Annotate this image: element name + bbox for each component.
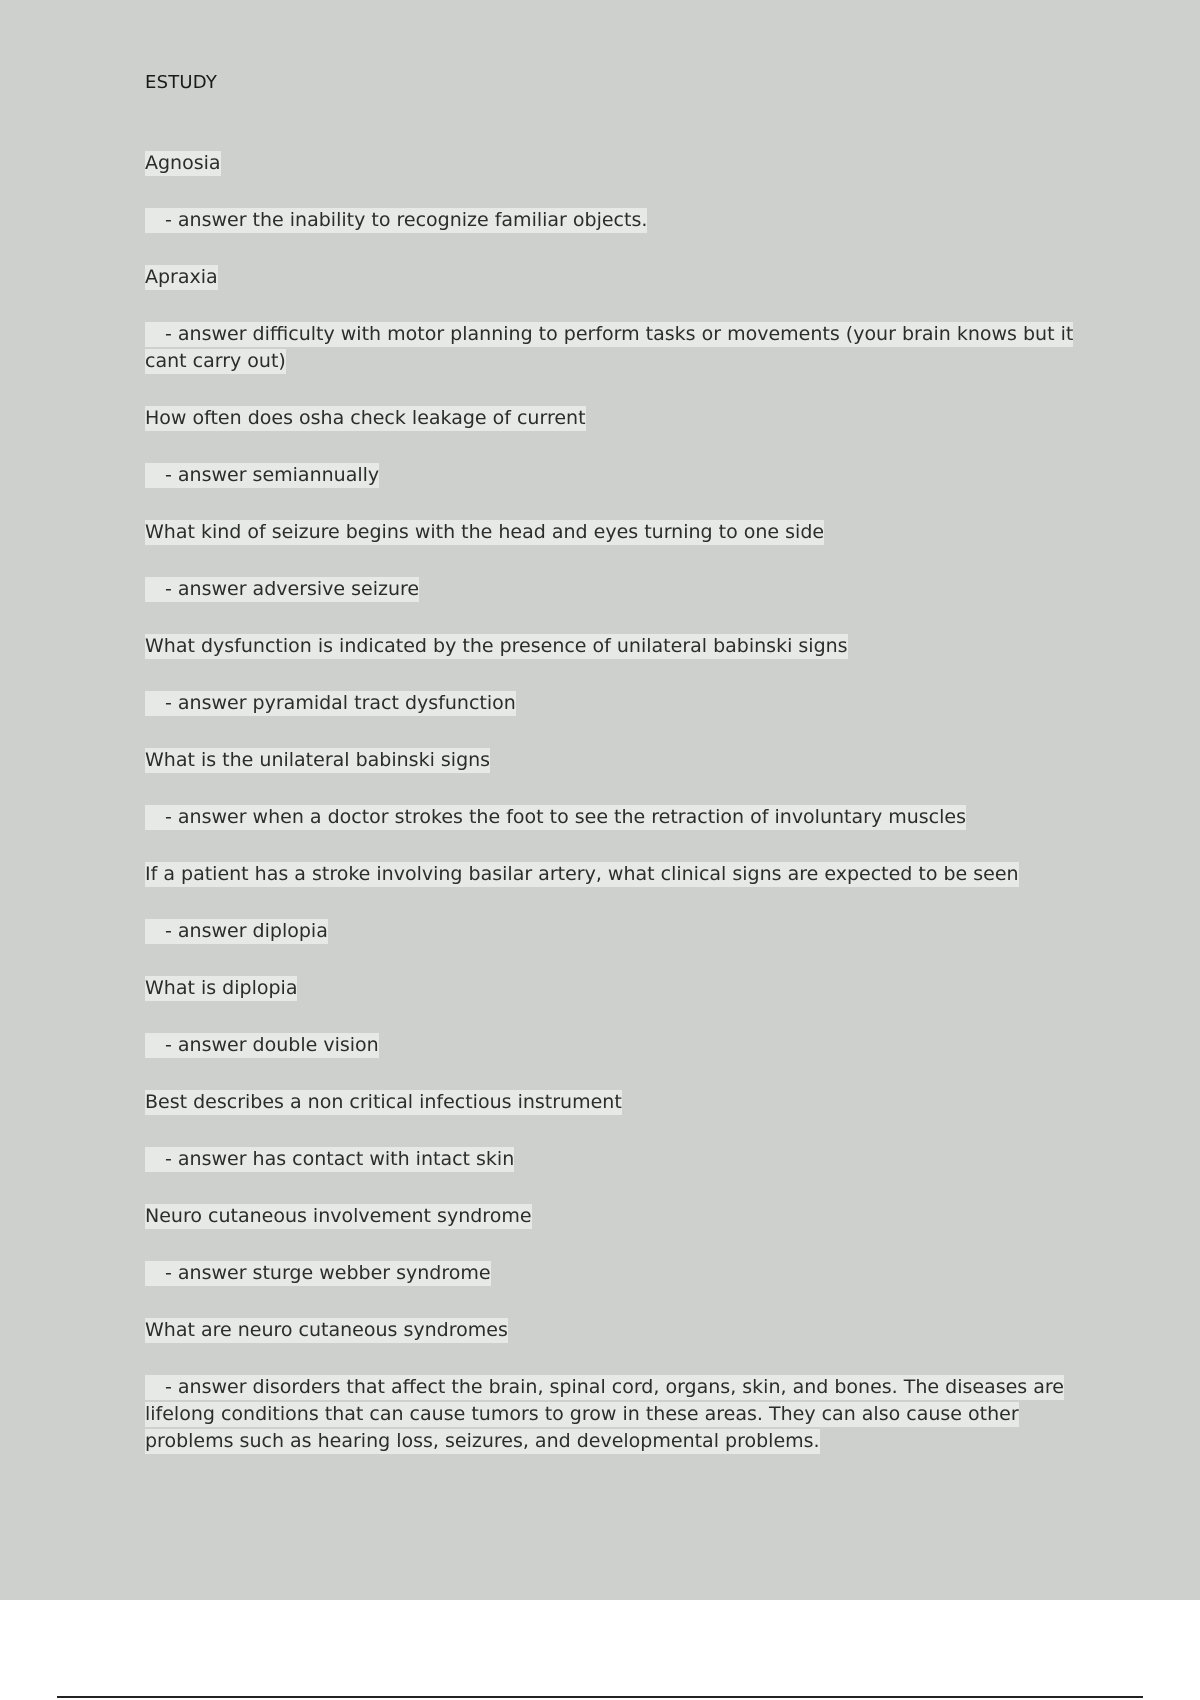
question-text: What is diplopia [145,977,298,999]
question-text: If a patient has a stroke involving basilar artery, what clinical signs are expected to be seen [145,863,1019,885]
question-text: What kind of seizure begins with the head and eyes turning to one side [145,521,825,543]
answer-text: - answer the inability to recognize familiar objects. [145,208,647,233]
footer-rule [57,1696,1143,1698]
answer-text: - answer has contact with intact skin [145,1147,514,1172]
question-text: Apraxia [145,266,218,288]
question-line [145,150,1075,177]
answer-text: - answer when a doctor strokes the foot to see the retraction of involuntary muscles [145,805,966,830]
answer-line [145,1260,1075,1287]
answer-line [145,690,1075,717]
answer-text: - answer disorders that affect the brain, spinal cord, organs, skin, and bones. The diseases are lifelong conditions that can cause tumors to grow in these areas. They can also cause other problems such as hearing loss, seizures, and developmental problems. [145,1376,1064,1452]
document-title: ESTUDY [145,72,218,93]
answer-text: - answer semiannually [145,463,379,488]
answer-line [145,804,1075,831]
question-line [145,747,1075,774]
question-line [145,861,1075,888]
answer-text: - answer difficulty with motor planning to perform tasks or movements (your brain knows but it cant carry out) [145,323,1074,372]
question-line [145,1089,1075,1116]
question-line [145,405,1075,432]
answer-line [145,207,1075,234]
answer-line [145,918,1075,945]
question-text: How often does osha check leakage of current [145,407,586,429]
question-text: What are neuro cutaneous syndromes [145,1319,508,1341]
answer-line [145,576,1075,603]
answer-text: - answer diplopia [145,919,328,944]
answer-text: - answer double vision [145,1033,379,1058]
question-line [145,975,1075,1002]
question-line [145,633,1075,660]
question-line [145,1203,1075,1230]
answer-line [145,1032,1075,1059]
answer-line [145,321,1075,375]
answer-line [145,1374,1075,1455]
question-text: What is the unilateral babinski signs [145,749,491,771]
question-text: Neuro cutaneous involvement syndrome [145,1205,532,1227]
answer-line [145,1146,1075,1173]
answer-line [145,462,1075,489]
question-line [145,264,1075,291]
question-line [145,519,1075,546]
question-text: Best describes a non critical infectious instrument [145,1091,622,1113]
qa-list [145,150,1075,1485]
question-text: Agnosia [145,152,221,174]
question-line [145,1317,1075,1344]
answer-text: - answer sturge webber syndrome [145,1261,491,1286]
answer-text: - answer adversive seizure [145,577,419,602]
answer-text: - answer pyramidal tract dysfunction [145,691,516,716]
question-text: What dysfunction is indicated by the presence of unilateral babinski signs [145,635,848,657]
